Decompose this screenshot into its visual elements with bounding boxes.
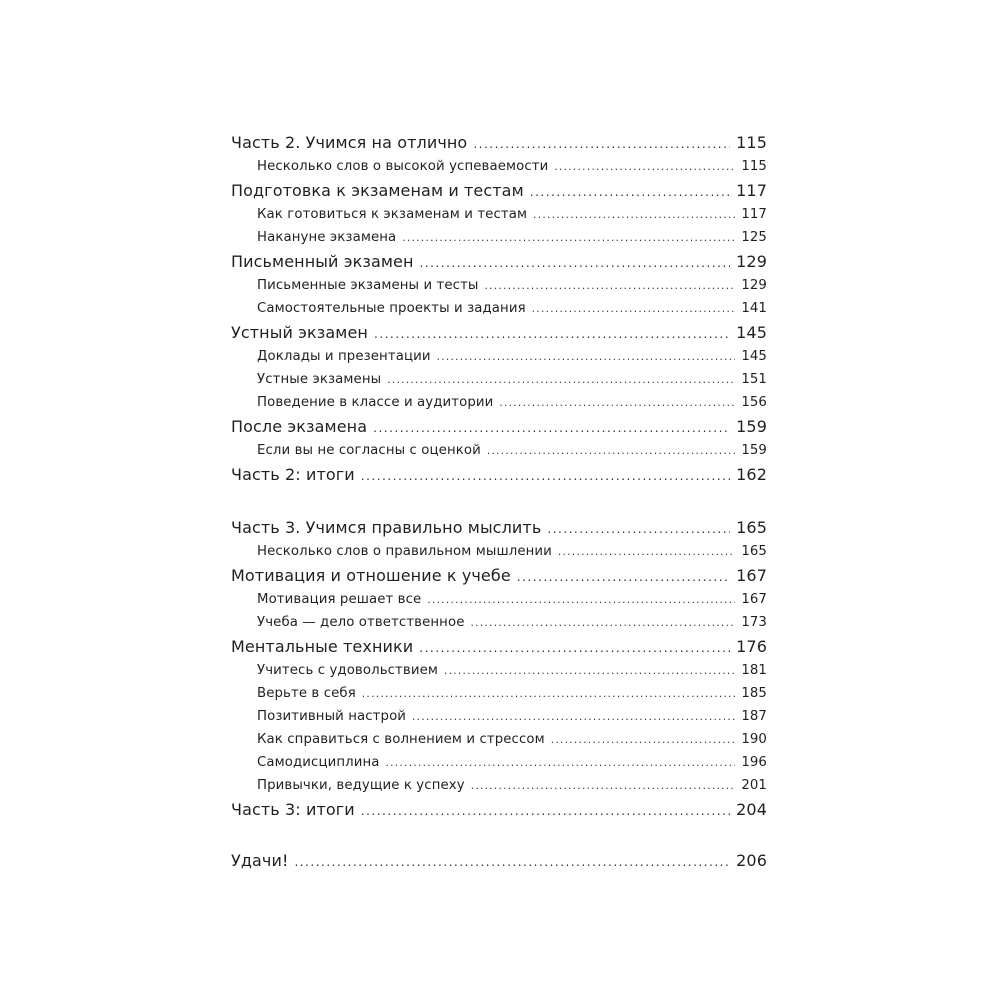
- section-spacer: [231, 487, 767, 515]
- toc-section-entry[interactable]: [231, 345, 767, 368]
- toc-page-number: 196: [741, 755, 767, 770]
- toc-chapter-entry[interactable]: [231, 414, 767, 439]
- table-of-contents: [231, 130, 767, 873]
- toc-page-number: 204: [736, 800, 767, 819]
- toc-section-entry[interactable]: [231, 368, 767, 391]
- toc-page-number: 201: [741, 778, 767, 793]
- toc-entry-title: Позитивный настрой: [257, 709, 407, 724]
- dot-leader: [471, 612, 736, 635]
- toc-page-number: 159: [736, 417, 767, 436]
- toc-page-number: 129: [741, 278, 767, 293]
- dot-leader: [547, 517, 730, 542]
- toc-entry-title: Учитесь с удовольствием: [257, 663, 438, 678]
- toc-page-number: 206: [736, 851, 767, 870]
- toc-chapter-entry[interactable]: [231, 563, 767, 588]
- toc-page-number: 190: [741, 732, 767, 747]
- toc-page-number: 125: [741, 230, 767, 245]
- toc-page-number: 151: [741, 372, 767, 387]
- toc-section-entry[interactable]: [231, 226, 767, 249]
- toc-entry-title: Подготовка к экзаменам и тестам: [231, 181, 524, 200]
- toc-page-number: 167: [736, 566, 767, 585]
- toc-page-number: 165: [741, 544, 767, 559]
- dot-leader: [427, 589, 735, 612]
- toc-page-number: 185: [741, 686, 767, 701]
- dot-leader: [473, 132, 730, 157]
- toc-page-number: 162: [736, 465, 767, 484]
- dot-leader: [420, 251, 731, 276]
- dot-leader: [374, 322, 730, 347]
- toc-chapter-entry[interactable]: [231, 320, 767, 345]
- toc-entry-title: Поведение в классе и аудитории: [257, 395, 494, 410]
- dot-leader: [444, 660, 735, 683]
- toc-section-entry[interactable]: [231, 391, 767, 414]
- toc-page-number: 173: [741, 615, 767, 630]
- dot-leader: [499, 392, 735, 415]
- dot-leader: [294, 850, 730, 875]
- toc-entry-title: Письменные экзамены и тесты: [257, 278, 479, 293]
- toc-section-entry[interactable]: [231, 439, 767, 462]
- toc-page-number: 187: [741, 709, 767, 724]
- toc-page-number: 181: [741, 663, 767, 678]
- toc-entry-title: Часть 2. Учимся на отлично: [231, 133, 468, 152]
- toc-page-number: 117: [736, 181, 767, 200]
- dot-leader: [485, 275, 736, 298]
- toc-section-entry[interactable]: [231, 751, 767, 774]
- dot-leader: [533, 204, 735, 227]
- toc-section-entry[interactable]: [231, 297, 767, 320]
- toc-page-number: 117: [741, 207, 767, 222]
- toc-entry-title: Как справиться с волнением и стрессом: [257, 732, 545, 747]
- dot-leader: [362, 683, 736, 706]
- toc-section-entry[interactable]: [231, 540, 767, 563]
- dot-leader: [437, 346, 736, 369]
- toc-entry-title: Письменный экзамен: [231, 252, 414, 271]
- dot-leader: [361, 799, 730, 824]
- toc-entry-title: Часть 3. Учимся правильно мыслить: [231, 518, 542, 537]
- dot-leader: [386, 752, 736, 775]
- toc-section-entry[interactable]: [231, 155, 767, 178]
- toc-entry-title: Несколько слов о высокой успеваемости: [257, 159, 549, 174]
- toc-page-number: 159: [741, 443, 767, 458]
- toc-entry-title: Самостоятельные проекты и задания: [257, 301, 526, 316]
- section-spacer: [231, 822, 767, 848]
- toc-entry-title: Учеба — дело ответственное: [257, 615, 465, 630]
- toc-entry-title: Часть 3: итоги: [231, 800, 355, 819]
- dot-leader: [551, 729, 736, 752]
- toc-page-number: 156: [741, 395, 767, 410]
- dot-leader: [361, 464, 730, 489]
- toc-page-number: 141: [741, 301, 767, 316]
- toc-entry-title: После экзамена: [231, 417, 368, 436]
- toc-section-entry[interactable]: [231, 774, 767, 797]
- toc-entry-title: Мотивация решает все: [257, 592, 422, 607]
- toc-entry-title: Как готовиться к экзаменам и тестам: [257, 207, 528, 222]
- toc-chapter-entry[interactable]: [231, 249, 767, 274]
- toc-chapter-entry[interactable]: [231, 178, 767, 203]
- toc-entry-title: Ментальные техники: [231, 637, 414, 656]
- toc-entry-title: Верьте в себя: [257, 686, 356, 701]
- toc-entry-title: Самодисциплина: [257, 755, 380, 770]
- toc-section-entry[interactable]: [231, 611, 767, 634]
- toc-page-number: 115: [741, 159, 767, 174]
- toc-entry-title: Накануне экзамена: [257, 230, 397, 245]
- dot-leader: [558, 541, 735, 564]
- toc-page-number: 167: [741, 592, 767, 607]
- dot-leader: [387, 369, 735, 392]
- dot-leader: [554, 156, 735, 179]
- dot-leader: [402, 227, 735, 250]
- toc-entry-title: Доклады и презентации: [257, 349, 431, 364]
- toc-entry-title: Удачи!: [231, 851, 289, 870]
- toc-chapter-entry[interactable]: [231, 634, 767, 659]
- toc-entry-title: Часть 2: итоги: [231, 465, 355, 484]
- toc-chapter-entry[interactable]: [231, 130, 767, 155]
- dot-leader: [487, 440, 735, 463]
- toc-page-number: 129: [736, 252, 767, 271]
- dot-leader: [532, 298, 736, 321]
- toc-section-entry[interactable]: [231, 274, 767, 297]
- toc-section-entry[interactable]: [231, 705, 767, 728]
- toc-section-entry[interactable]: [231, 682, 767, 705]
- toc-entry-title: Если вы не согласны с оценкой: [257, 443, 481, 458]
- toc-chapter-entry[interactable]: [231, 797, 767, 822]
- toc-entry-title: Устный экзамен: [231, 323, 368, 342]
- toc-section-entry[interactable]: [231, 588, 767, 611]
- toc-page-number: 115: [736, 133, 767, 152]
- dot-leader: [419, 636, 730, 661]
- toc-page-number: 176: [736, 637, 767, 656]
- dot-leader: [517, 565, 730, 590]
- dot-leader: [373, 416, 730, 441]
- toc-section-entry[interactable]: [231, 728, 767, 751]
- toc-section-entry[interactable]: [231, 203, 767, 226]
- dot-leader: [471, 775, 736, 798]
- dot-leader: [412, 706, 735, 729]
- dot-leader: [530, 180, 730, 205]
- toc-entry-title: Устные экзамены: [257, 372, 382, 387]
- toc-page-number: 145: [741, 349, 767, 364]
- toc-page-number: 145: [736, 323, 767, 342]
- toc-page-number: 165: [736, 518, 767, 537]
- toc-section-entry[interactable]: [231, 659, 767, 682]
- toc-chapter-entry[interactable]: [231, 848, 767, 873]
- toc-chapter-entry[interactable]: [231, 462, 767, 487]
- toc-chapter-entry[interactable]: [231, 515, 767, 540]
- toc-entry-title: Несколько слов о правильном мышлении: [257, 544, 552, 559]
- toc-entry-title: Привычки, ведущие к успеху: [257, 778, 465, 793]
- toc-entry-title: Мотивация и отношение к учебе: [231, 566, 511, 585]
